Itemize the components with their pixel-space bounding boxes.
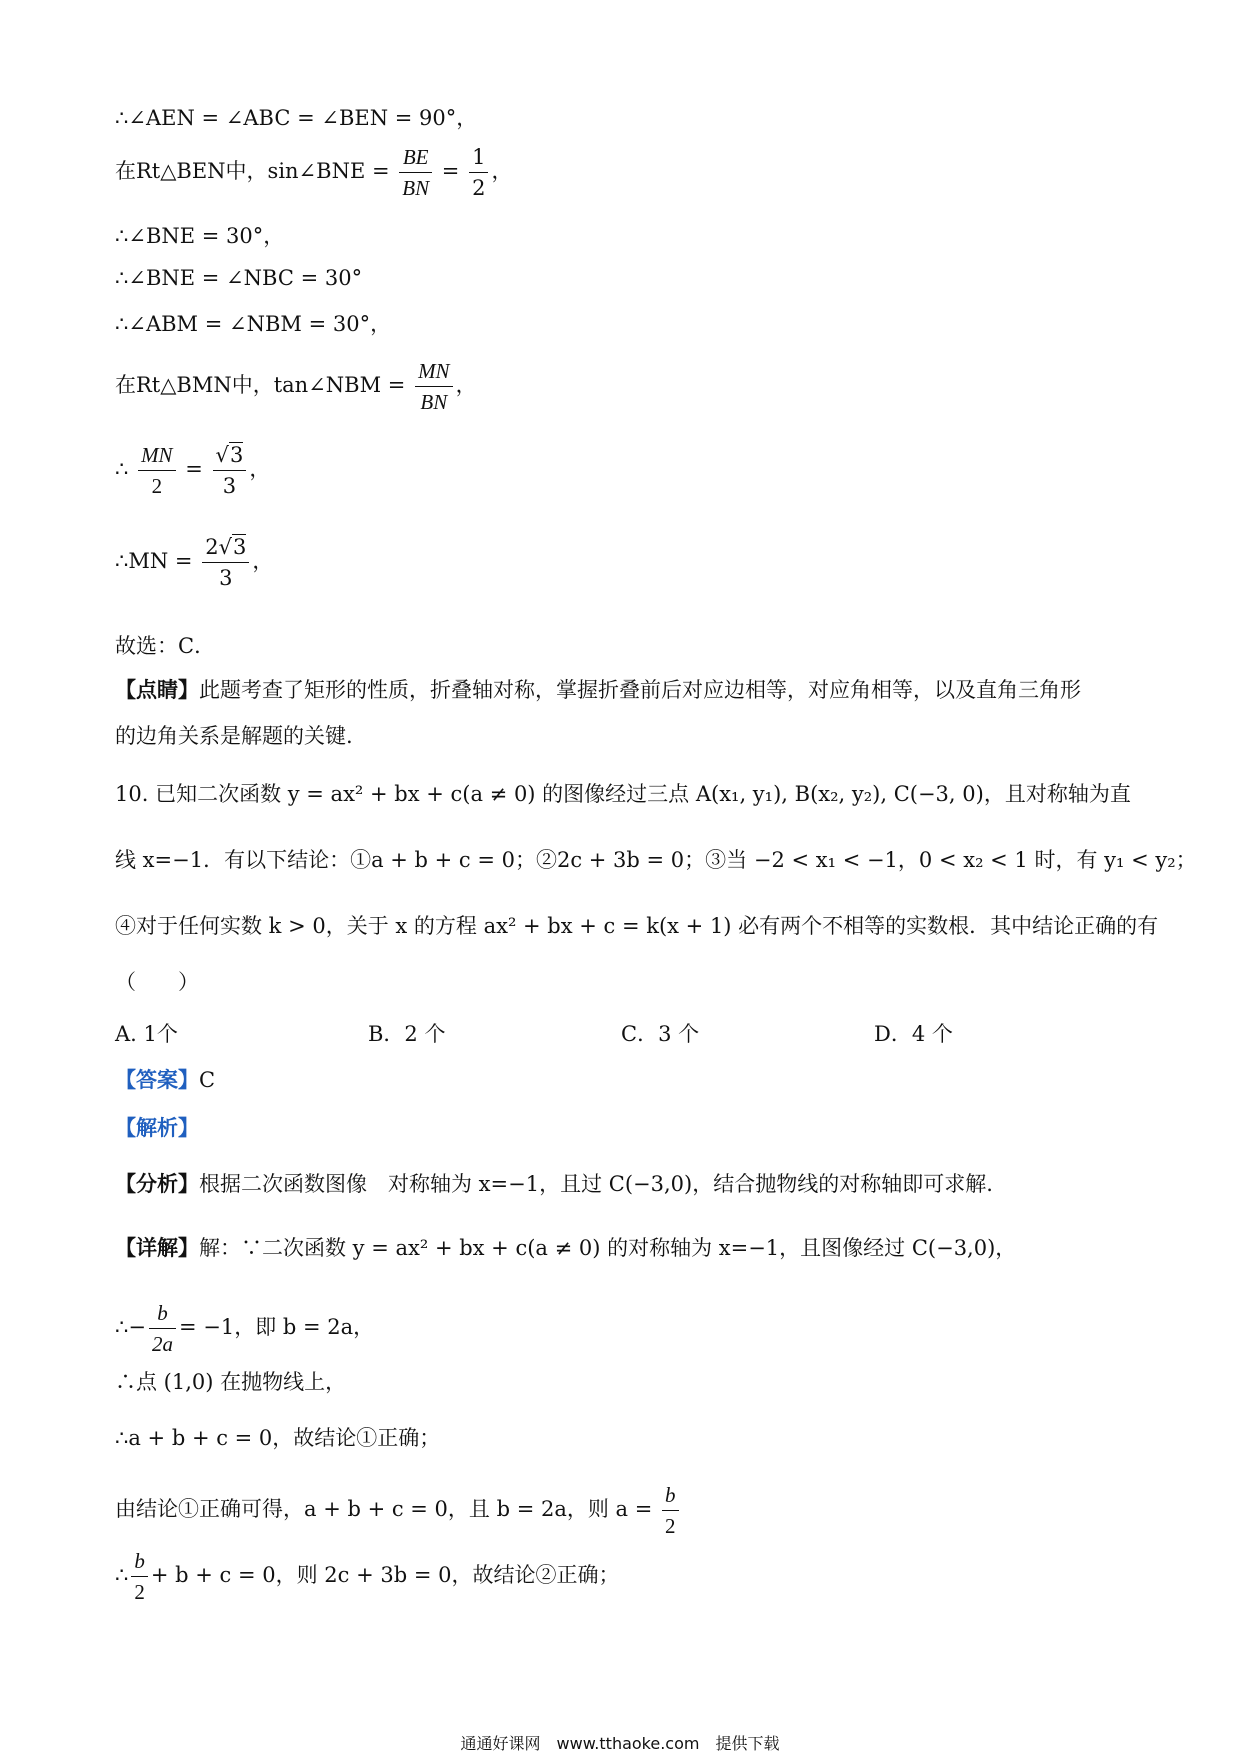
- choice-d[interactable]: D．4 个: [874, 1022, 953, 1046]
- comment-paragraph: 【点睛】此题考查了矩形的性质，折叠轴对称，掌握折叠前后对应边相等，对应角相等，以及直角三角形: [115, 677, 1081, 702]
- choice-b[interactable]: B．2 个: [368, 1022, 446, 1046]
- step-line: ∴点 (1,0) 在抛物线上，: [115, 1370, 347, 1394]
- fraction: $\frac{MN}{2}$: [138, 440, 176, 501]
- step-line: 故选：C．: [115, 634, 216, 658]
- step-line: 在Rt△BEN中，sin∠BNE = $\frac{BE}{BN}$ = $\frac{1}{2}$ ，: [115, 142, 512, 203]
- detail-tag: 【详解】: [115, 1235, 199, 1260]
- step-line: ∴∠BNE = ∠NBC = 30°: [115, 266, 363, 290]
- analysis-sub-tag: 【分析】: [115, 1171, 199, 1196]
- question-bracket: （ ）: [115, 970, 199, 994]
- step-line: ∴∠BNE = 30°，: [115, 224, 285, 248]
- fraction: $\frac{b}{2a}$: [149, 1298, 176, 1359]
- fraction: $\frac{MN}{BN}$: [415, 356, 453, 417]
- step-line: ∴MN = $\frac{2√3}{3}$ ，: [115, 532, 273, 593]
- comment-tag: 【点睛】: [115, 677, 199, 702]
- choice-c[interactable]: C．3 个: [621, 1022, 700, 1046]
- step-line: ∴ $\frac{b}{2}$ + b + c = 0，则 2c + 3b = 0，故结论②正确；: [115, 1546, 619, 1607]
- answer-value: C: [199, 1068, 216, 1092]
- step-line: 由结论①正确可得，a + b + c = 0，且 b = 2a，则 a = $\frac{b}{2}$: [115, 1480, 682, 1541]
- step-line: ∴a + b + c = 0，故结论①正确；: [115, 1426, 441, 1450]
- fraction: $\frac{b}{2}$: [131, 1546, 148, 1607]
- analysis-heading: [115, 1114, 199, 1142]
- analysis-line: 【分析】根据二次函数图像 对称轴为 x=−1，且过 C(−3,0)，结合抛物线的对称轴即可求解.: [115, 1171, 993, 1196]
- analysis-tag: 【解析】: [115, 1115, 199, 1140]
- question-text: 10. 已知二次函数 y = ax² + bx + c(a ≠ 0) 的图像经过三点 A(x₁, y₁), B(x₂, y₂), C(−3, 0)，且对称轴为直: [115, 782, 1131, 806]
- step-line: ∴∠ABM = ∠NBM = 30°，: [115, 312, 392, 336]
- page-footer: 通通好课网 www.tthaoke.com 提供下载: [460, 1734, 780, 1753]
- answer-line: [115, 1066, 215, 1094]
- question-text: 线 x=−1．有以下结论：①a + b + c = 0；②2c + 3b = 0；③当 −2 < x₁ < −1，0 < x₂ < 1 时，有 y₁ < y₂；: [115, 848, 1197, 872]
- fraction: $\frac{√3}{3}$: [213, 440, 247, 501]
- question-text: ④对于任何实数 k > 0，关于 x 的方程 ax² + bx + c = k(x + 1) 必有两个不相等的实数根．其中结论正确的有: [115, 914, 1159, 938]
- step-line: ∴− $\frac{b}{2a}$ = −1，即 b = 2a，: [115, 1298, 374, 1359]
- fraction: $\frac{1}{2}$: [469, 142, 488, 203]
- fraction: $\frac{2√3}{3}$: [202, 532, 249, 593]
- answer-tag: 【答案】: [115, 1067, 199, 1092]
- step-line: ∴∠AEN = ∠ABC = ∠BEN = 90°，: [115, 106, 478, 130]
- detail-line: 【详解】解：∵二次函数 y = ax² + bx + c(a ≠ 0) 的对称轴为 x=−1，且图像经过 C(−3,0)，: [115, 1235, 1017, 1260]
- step-line: ∴ $\frac{MN}{2}$ = $\frac{√3}{3}$ ，: [115, 440, 270, 501]
- comment-paragraph-cont: 的边角关系是解题的关键.: [115, 724, 353, 748]
- step-line: 在Rt△BMN中，tan∠NBM = $\frac{MN}{BN}$ ，: [115, 356, 477, 417]
- fraction: $\frac{b}{2}$: [662, 1480, 679, 1541]
- fraction: $\frac{BE}{BN}$: [399, 142, 432, 203]
- choice-a[interactable]: A. 1个: [115, 1022, 178, 1046]
